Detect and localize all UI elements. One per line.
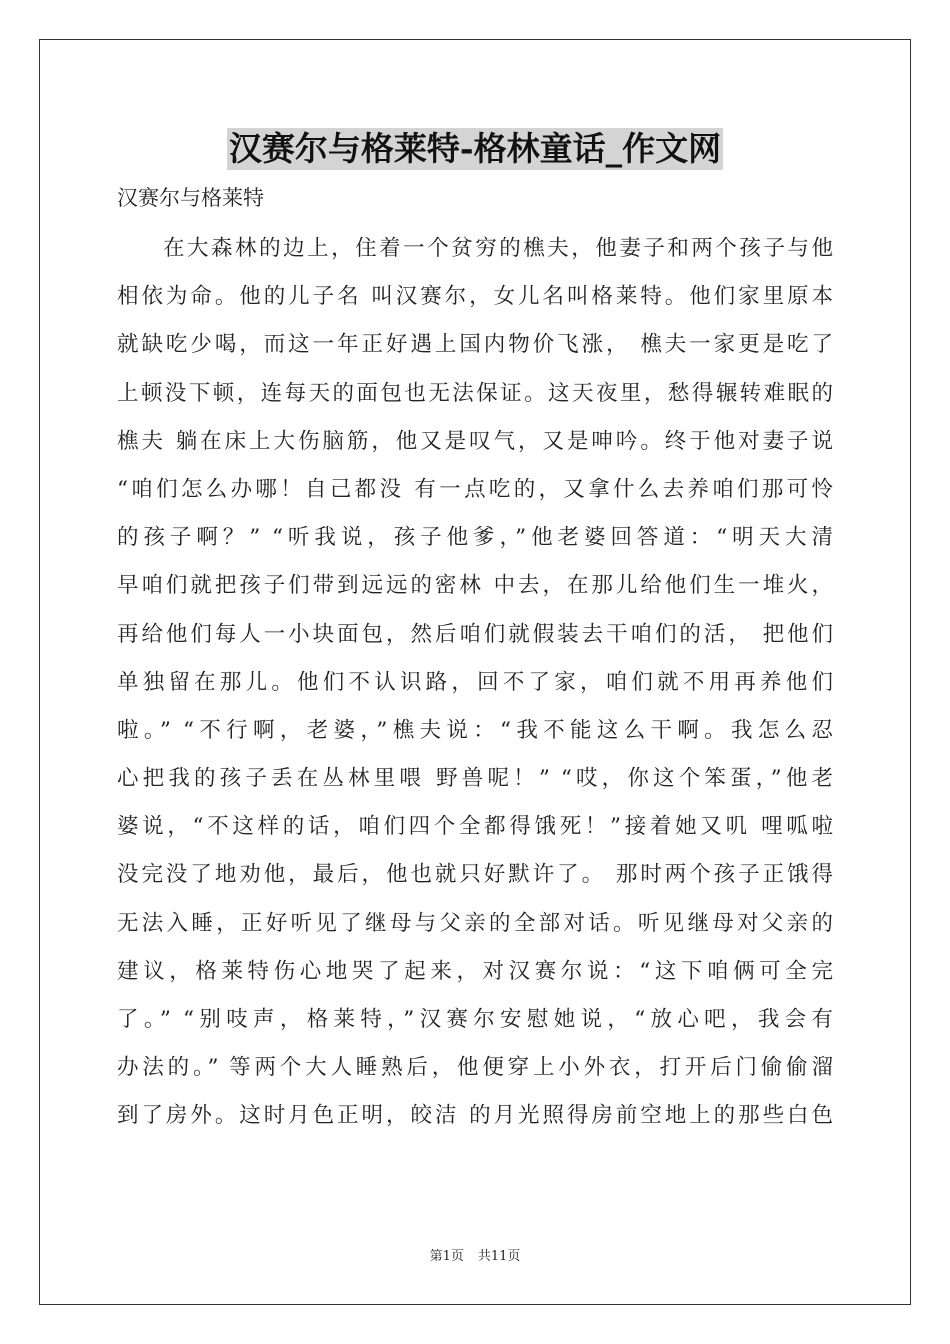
body-line: 到了房外。这时月色正明，皎洁 的月光照得房前空地上的那些白色 <box>117 1103 833 1129</box>
body-line: 在大森林的边上，住着一个贫穷的樵夫，他妻子和两个孩子与他 <box>163 236 833 261</box>
document-body <box>117 232 833 1148</box>
page-total: 共11页 <box>477 1249 521 1264</box>
body-line: 没完没了地劝他，最后，他也就只好默许了。 那时两个孩子正饿得 <box>117 862 833 888</box>
body-line: “咱们怎么办哪！自己都没 有一点吃的，又拿什么去养咱们那可怜 <box>117 476 833 502</box>
page-footer <box>0 1248 950 1266</box>
body-line: 的孩子啊？” “听我说，孩子他爹，”他老婆回答道：“明天大清 <box>117 525 833 551</box>
body-line: 婆说，“不这样的话，咱们四个全都得饿死！”接着她又叽 哩呱啦 <box>117 814 833 840</box>
body-line: 单独留在那儿。他们不认识路，回不了家，咱们就不用再养他们 <box>117 669 833 695</box>
page-number: 第1页 <box>429 1249 464 1264</box>
body-line: 了。” “别吱声，格莱特，”汉赛尔安慰她说，“放心吧，我会有 <box>117 1007 833 1032</box>
body-line: 办法的。” 等两个大人睡熟后，他便穿上小外衣，打开后门偷偷溜 <box>117 1055 833 1081</box>
document-title <box>0 128 950 170</box>
body-line: 就缺吃少喝，而这一年正好遇上国内物价飞涨， 樵夫一家更是吃了 <box>117 332 833 358</box>
body-line: 樵夫 躺在床上大伤脑筋，他又是叹气，又是呻吟。终于他对妻子说 <box>117 428 833 454</box>
body-line: 建议，格莱特伤心地哭了起来，对汉赛尔说：“这下咱俩可全完 <box>117 958 833 984</box>
body-line: 早咱们就把孩子们带到远远的密林 中去，在那儿给他们生一堆火， <box>117 573 833 599</box>
body-line: 上顿没下顿，连每天的面包也无法保证。这天夜里，愁得辗转难眠的 <box>117 380 833 406</box>
body-line: 相依为命。他的儿子名 叫汉赛尔，女儿名叫格莱特。他们家里原本 <box>117 284 833 310</box>
body-line: 心把我的孩子丢在丛林里喂 野兽呢！” “哎，你这个笨蛋，”他老 <box>117 766 833 792</box>
document-subtitle: 汉赛尔与格莱特 <box>117 186 264 210</box>
body-line: 啦。” “不行啊，老婆，”樵夫说：“我不能这么干啊。我怎么忍 <box>117 717 833 743</box>
body-line: 无法入睡，正好听见了继母与父亲的全部对话。听见继母对父亲的 <box>117 910 833 936</box>
body-line: 再给他们每人一小块面包，然后咱们就假装去干咱们的活， 把他们 <box>117 621 833 647</box>
document-title-text: 汉赛尔与格莱特-格林童话_作文网 <box>228 129 722 168</box>
